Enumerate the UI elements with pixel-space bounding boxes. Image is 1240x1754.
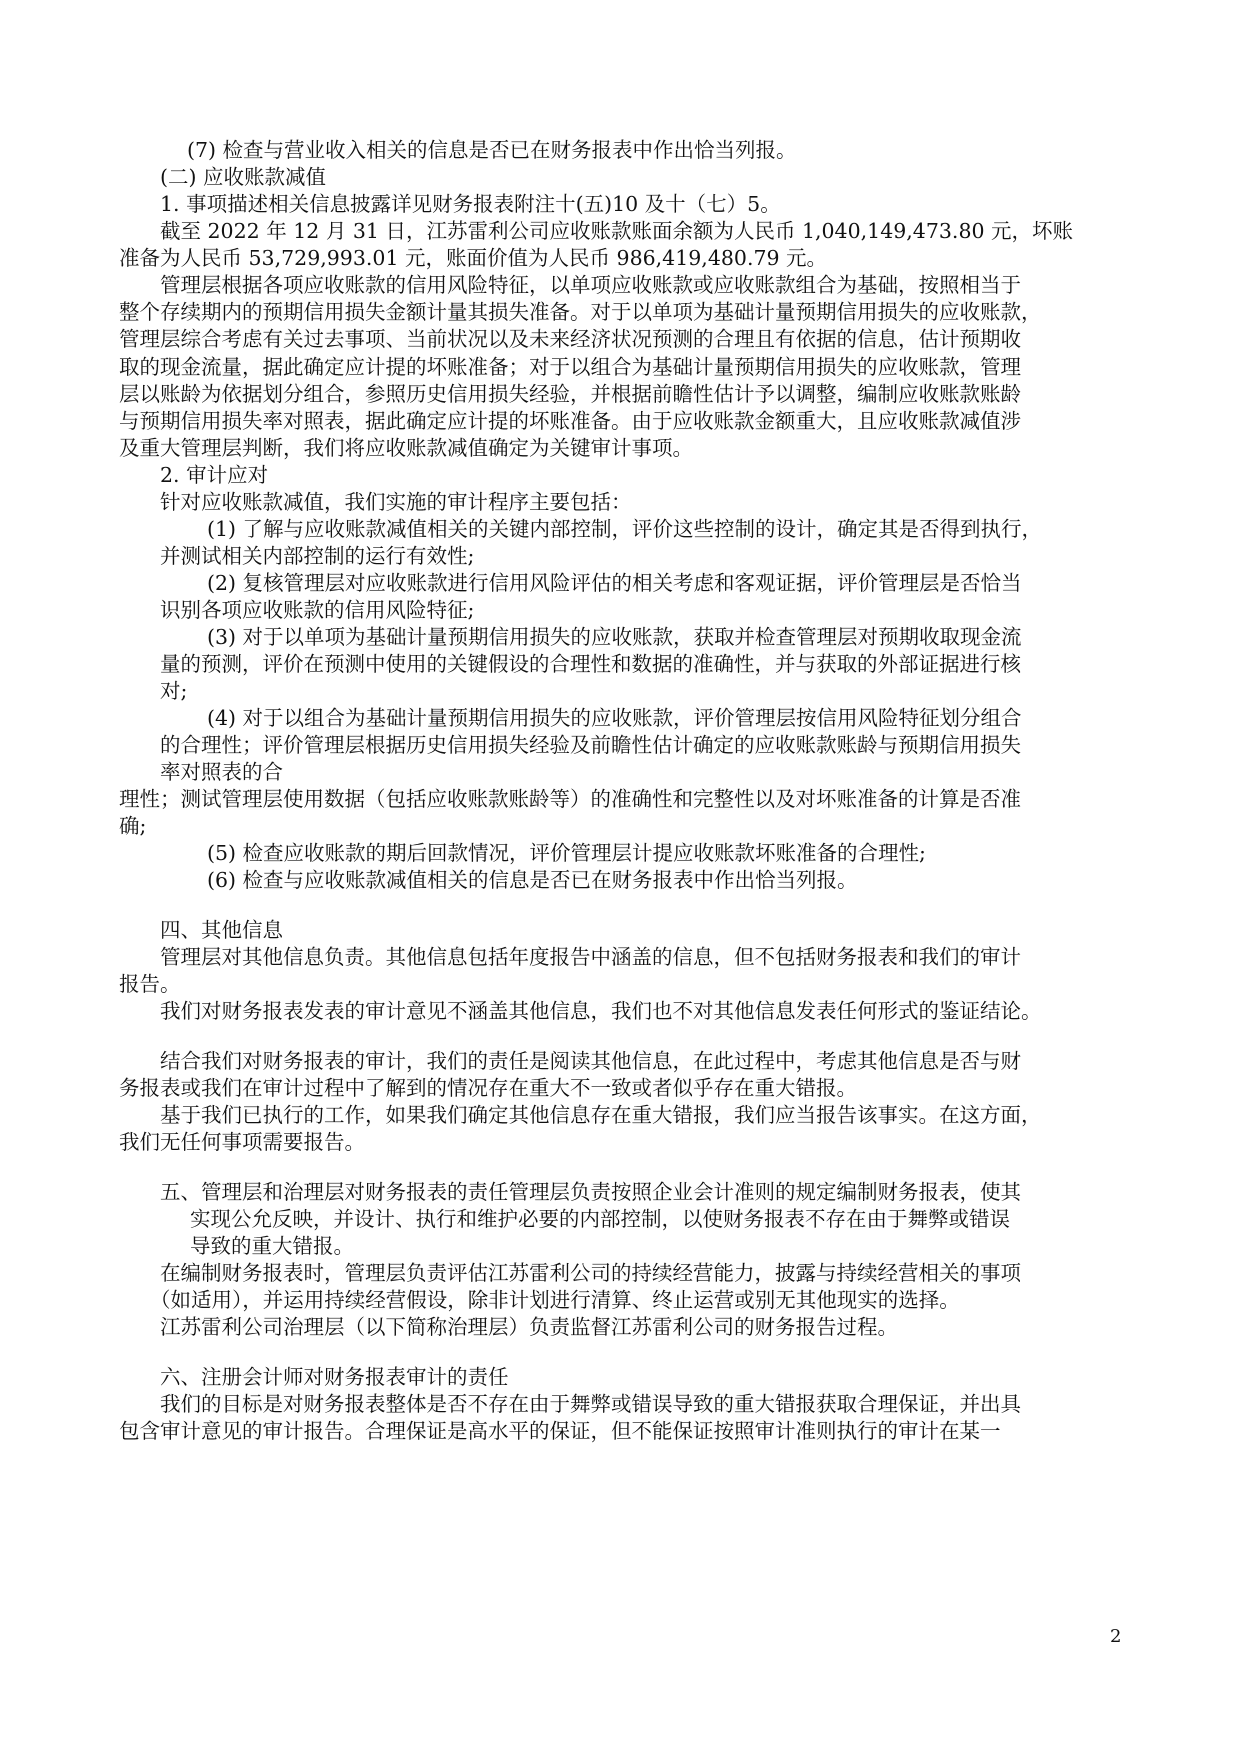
text-line: 的合理性；评价管理层根据历史信用损失经验及前瞻性估计确定的应收账款账龄与预期信用损失 (160, 733, 1021, 757)
text-line: 1. 事项描述相关信息披露详见财务报表附注十(五)10 及十（七）5。 (160, 192, 781, 216)
text-line: (7) 检查与营业收入相关的信息是否已在财务报表中作出恰当列报。 (187, 138, 797, 162)
text-line: 取的现金流量，据此确定应计提的坏账准备；对于以组合为基础计量预期信用损失的应收账款，管理 (119, 355, 1021, 379)
text-line: 层以账龄为依据划分组合，参照历史信用损失经验，并根据前瞻性估计予以调整，编制应收账款账龄 (119, 382, 1021, 406)
text-line: (5) 检查应收账款的期后回款情况，评价管理层计提应收账款坏账准备的合理性; (207, 841, 926, 865)
section-heading: 六、注册会计师对财务报表审计的责任 (160, 1365, 509, 1389)
text-line: 务报表或我们在审计过程中了解到的情况存在重大不一致或者似乎存在重大错报。 (119, 1076, 857, 1100)
text-line: 实现公允反映，并设计、执行和维护必要的内部控制，以使财务报表不存在由于舞弊或错误 (190, 1207, 1010, 1231)
text-line: 率对照表的合 (160, 760, 283, 784)
text-line: 理性；测试管理层使用数据（包括应收账款账龄等）的准确性和完整性以及对坏账准备的计算是否准 (119, 787, 1021, 811)
text-line: 确; (119, 814, 147, 838)
text-line: 包含审计意见的审计报告。合理保证是高水平的保证，但不能保证按照审计准则执行的审计在某一 (119, 1419, 1001, 1443)
text-line: 管理层综合考虑有关过去事项、当前状况以及未来经济状况预测的合理且有依据的信息，估计预期收 (119, 327, 1021, 351)
text-line: 整个存续期内的预期信用损失金额计量其损失准备。对于以单项为基础计量预期信用损失的应收账款， (119, 300, 1042, 324)
text-line: (2) 复核管理层对应收账款进行信用风险评估的相关考虑和客观证据，评价管理层是否恰当 (207, 571, 1022, 595)
text-line: （如适用），并运用持续经营假设，除非计划进行清算、终止运营或别无其他现实的选择。 (150, 1288, 960, 1312)
text-line: 与预期信用损失率对照表，据此确定应计提的坏账准备。由于应收账款金额重大，且应收账款减值涉 (119, 409, 1021, 433)
text-line: 结合我们对财务报表的审计，我们的责任是阅读其他信息，在此过程中，考虑其他信息是否与财 (160, 1049, 1021, 1073)
text-line: 我们对财务报表发表的审计意见不涵盖其他信息，我们也不对其他信息发表任何形式的鉴证结论。 (160, 999, 1042, 1023)
text-line: 量的预测，评价在预测中使用的关键假设的合理性和数据的准确性，并与获取的外部证据进行核 (160, 652, 1021, 676)
text-line: 管理层根据各项应收账款的信用风险特征，以单项应收账款或应收账款组合为基础，按照相当于 (160, 273, 1021, 297)
text-line: (3) 对于以单项为基础计量预期信用损失的应收账款，获取并检查管理层对预期收取现金流 (207, 625, 1022, 649)
section-heading: 四、其他信息 (160, 918, 283, 942)
text-line: 导致的重大错报。 (190, 1234, 354, 1258)
text-line: 及重大管理层判断，我们将应收账款减值确定为关键审计事项。 (119, 436, 693, 460)
text-line: 我们的目标是对财务报表整体是否不存在由于舞弊或错误导致的重大错报获取合理保证，并出具 (160, 1392, 1021, 1416)
text-line: 准备为人民币 53,729,993.01 元，账面价值为人民币 986,419,480.79 元。 (119, 246, 828, 270)
text-line: 我们无任何事项需要报告。 (119, 1130, 365, 1154)
text-line: 基于我们已执行的工作，如果我们确定其他信息存在重大错报，我们应当报告该事实。在这方面， (160, 1103, 1042, 1127)
text-line: 管理层对其他信息负责。其他信息包括年度报告中涵盖的信息，但不包括财务报表和我们的审计 (160, 945, 1021, 969)
text-line: 报告。 (119, 972, 181, 996)
text-line: 并测试相关内部控制的运行有效性; (160, 544, 475, 568)
text-line: 2. 审计应对 (160, 463, 269, 487)
text-line: (4) 对于以组合为基础计量预期信用损失的应收账款，评价管理层按信用风险特征划分组合 (207, 706, 1022, 730)
text-line: 江苏雷利公司治理层（以下简称治理层）负责监督江苏雷利公司的财务报告过程。 (160, 1315, 898, 1339)
text-line: 对; (160, 679, 188, 703)
text-line: 截至 2022 年 12 月 31 日，江苏雷利公司应收账款账面余额为人民币 1,040,149,473.80 元，坏账 (160, 219, 1074, 243)
text-line: 在编制财务报表时，管理层负责评估江苏雷利公司的持续经营能力，披露与持续经营相关的事项 (160, 1261, 1021, 1285)
section-heading: (二) 应收账款减值 (160, 165, 327, 189)
text-line: 识别各项应收账款的信用风险特征; (160, 598, 475, 622)
page-number: 2 (1110, 1626, 1122, 1647)
section-heading: 五、管理层和治理层对财务报表的责任管理层负责按照企业会计准则的规定编制财务报表，使其 (160, 1180, 1021, 1204)
text-line: (1) 了解与应收账款减值相关的关键内部控制，评价这些控制的设计，确定其是否得到执行， (207, 517, 1043, 541)
text-line: 针对应收账款减值，我们实施的审计程序主要包括： (160, 490, 632, 514)
text-line: (6) 检查与应收账款减值相关的信息是否已在财务报表中作出恰当列报。 (207, 868, 858, 892)
